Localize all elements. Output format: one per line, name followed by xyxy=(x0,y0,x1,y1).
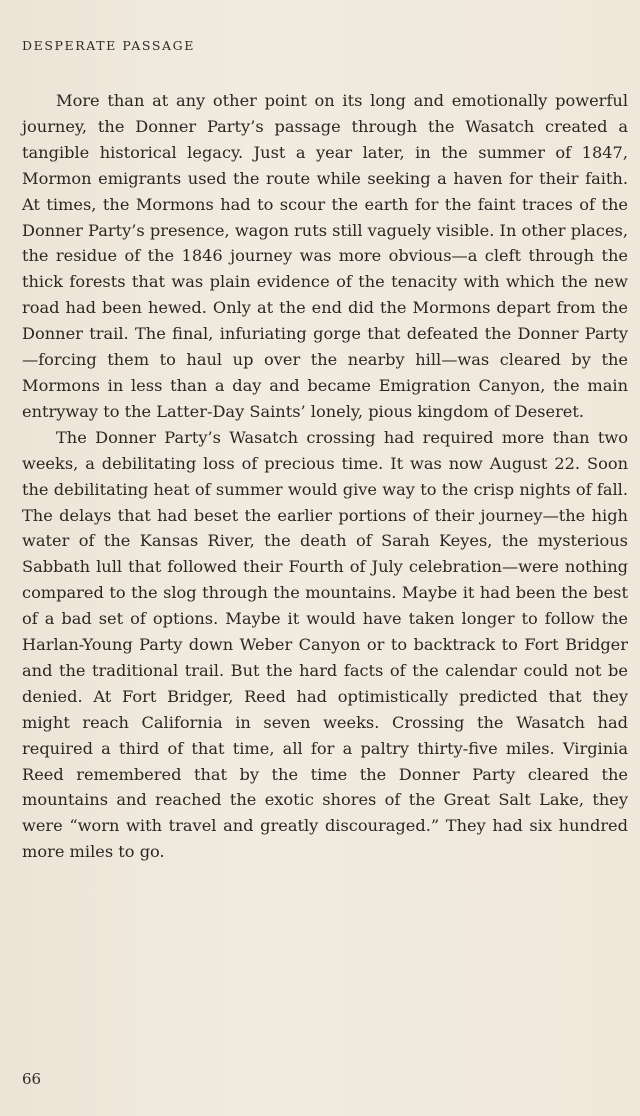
paragraph: More than at any other point on its long and emotionally powerful journey, the Donner Party’s passage through the Wasatch created a tangible historical legacy. Just a year later, in the summer of 1847, Mormon emigrants used the route while seeking a haven for their faith. At times, the Mormons had to scour the earth for the faint traces of the Donner Party’s presence, wagon ruts still vaguely visible. In other places, the residue of the 1846 journey was more obvious—a cleft through the thick forests that was plain evidence of the tenacity with which the new road had been hewed. Only at the end did the Mormons depart from the Donner trail. The final, infuriating gorge that defeated the Donner Party—forcing them to haul up over the nearby hill—was cleared by the Mormons in less than a day and became Emigration Canyon, the main entryway to the Latter-Day Saints’ lonely, pious kingdom of Deseret. xyxy=(22,91,628,421)
running-head: DESPERATE PASSAGE xyxy=(22,38,195,53)
paragraph: The Donner Party’s Wasatch crossing had required more than two weeks, a debilitating loss of precious time. It was now August 22. Soon the debilitating heat of summer would give way to the crisp nights of fall. The delays that had beset the earlier portions of their journey—the high water of the Kansas River, the death of Sarah Keyes, the mysterious Sabbath lull that followed their Fourth of July celebration—were nothing compared to the slog through the mountains. Maybe it had been the best of a bad set of options. Maybe it would have taken longer to follow the Harlan-Young Party down Weber Canyon or to backtrack to Fort Bridger and the traditional trail. But the hard facts of the calendar could not be denied. At Fort Bridger, Reed had optimistically predicted that they might reach California in seven weeks. Crossing the Wasatch had required a third of that time, all for a paltry thirty-five miles. Virginia Reed remembered that by the time the Donner Party cleared the mountains and reached the exotic shores of the Great Salt Lake, they were “worn with travel and greatly discouraged.” They had six hundred more miles to go. xyxy=(22,427,628,862)
body-text xyxy=(22,88,628,865)
page-number: 66 xyxy=(22,1070,42,1088)
